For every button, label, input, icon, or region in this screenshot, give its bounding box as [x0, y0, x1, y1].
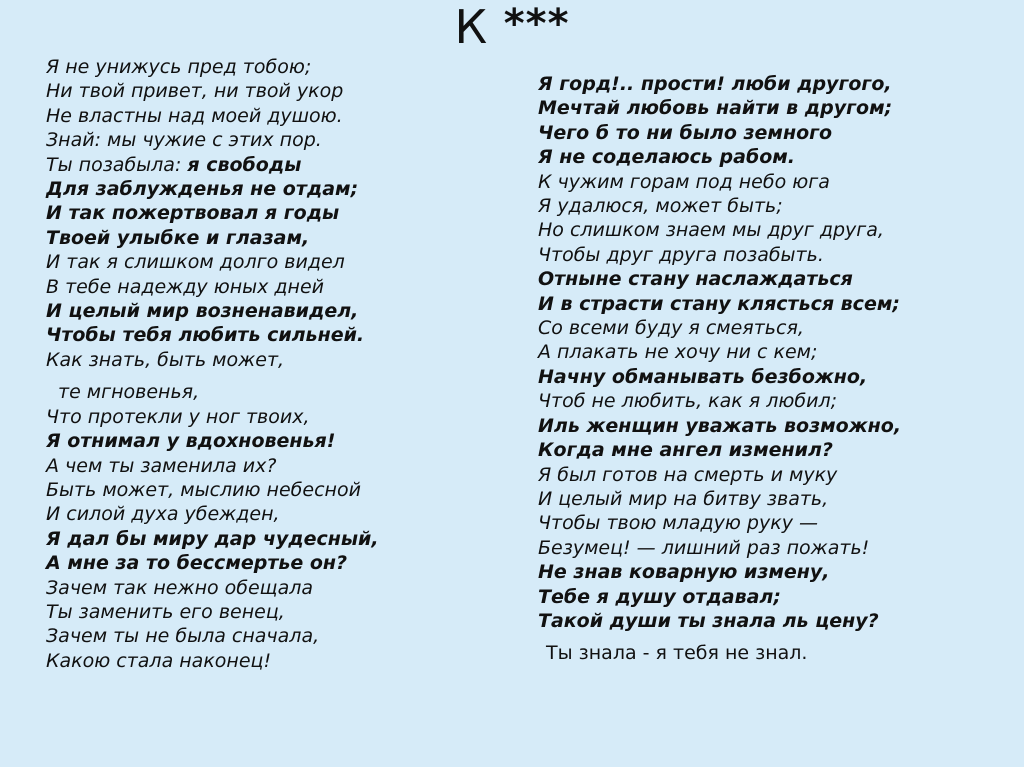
poem-line: Знай: мы чужие с этих пор. [46, 129, 322, 152]
poem-line-bold-tail: я свободы [187, 153, 302, 176]
poem-line: Ты позабыла: я свободы [46, 153, 302, 176]
poem-line: Для заблужденья не отдам; [46, 178, 359, 201]
poem-line: А чем ты заменила их? [46, 454, 277, 477]
poem-line: Такой души ты знала ль цену? [538, 609, 879, 632]
poem-line: А плакать не хочу ни с кем; [538, 341, 818, 364]
poem-line: Тебе я душу отдавал; [538, 585, 781, 608]
page-title [0, 0, 1024, 53]
poem-line: Зачем так нежно обещала [46, 576, 314, 599]
poem-line: В тебе надежду юных дней [46, 275, 325, 298]
poem-line: Иль женщин уважать возможно, [538, 414, 902, 437]
poem-line: Но слишком знаем мы друг друга, [538, 219, 884, 242]
poem-line: Чтобы друг друга позабыть. [538, 243, 824, 266]
poem-column-left [46, 55, 446, 673]
poem-line: И целый мир на битву звать, [538, 487, 829, 510]
poem-line: Со всеми буду я смеяться, [538, 317, 804, 340]
poem-line: Я дал бы миру дар чудесный, [46, 527, 379, 550]
title-stars: *** [503, 1, 570, 47]
poem-line: И целый мир возненавидел, [46, 300, 359, 323]
poem-line: К чужим горам под небо юга [538, 170, 830, 193]
poem-line: Ни твой привет, ни твой укор [46, 80, 344, 103]
poem-line: Зачем ты не была сначала, [46, 625, 320, 648]
poem-line: И в страсти стану клясться всем; [538, 292, 900, 315]
poem-line: Какою стала наконец! [46, 649, 272, 672]
poem-line: И так я слишком долго видел [46, 251, 345, 274]
poem-line: Твоей улыбке и глазам, [46, 226, 310, 249]
poem-line: Безумец! — лишний раз пожать! [538, 536, 870, 559]
poem-column-right [538, 72, 978, 666]
title-letter: К [454, 0, 489, 54]
poem-line: А мне за то бессмертье он? [46, 552, 348, 575]
poem-line: Я отнимал у вдохновенья! [46, 430, 336, 453]
poem-line: Чего б то ни было земного [538, 121, 833, 144]
poem-line: Я горд!.. прости! люби другого, [538, 73, 892, 95]
poem-line: Как знать, быть может, [46, 348, 285, 371]
poem-line: Мечтай любовь найти в другом; [538, 97, 893, 120]
poem-line: Отныне стану наслаждаться [538, 268, 853, 291]
poem-line: Быть может, мыслию небесной [46, 478, 361, 501]
poem-line: Чтобы твою младую руку — [538, 512, 818, 535]
poem-line: Ты знала - я тебя не знал. [546, 642, 808, 665]
poem-line: Чтоб не любить, как я любил; [538, 390, 838, 413]
poem-line: Я удалюся, может быть; [538, 195, 783, 218]
poem-line: Начну обманывать безбожно, [538, 365, 868, 388]
poem-line: Когда мне ангел изменил? [538, 439, 833, 462]
poem-line: те мгновенья, [58, 381, 200, 404]
poem-line: И силой духа убежден, [46, 503, 280, 526]
poem-line: Я не соделаюсь рабом. [538, 146, 796, 169]
poem-line: Чтобы тебя любить сильней. [46, 324, 365, 347]
poem-line: Не знав коварную измену, [538, 561, 830, 584]
poem-line: Не властны над моей душою. [46, 104, 343, 127]
poem-line: Я не унижусь пред тобою; [46, 56, 312, 78]
poem-line: Я был готов на смерть и муку [538, 463, 838, 486]
poem-line: Что протекли у ног твоих, [46, 405, 310, 428]
poem-line: И так пожертвовал я годы [46, 202, 340, 225]
poem-line: Ты заменить его венец, [46, 600, 285, 623]
